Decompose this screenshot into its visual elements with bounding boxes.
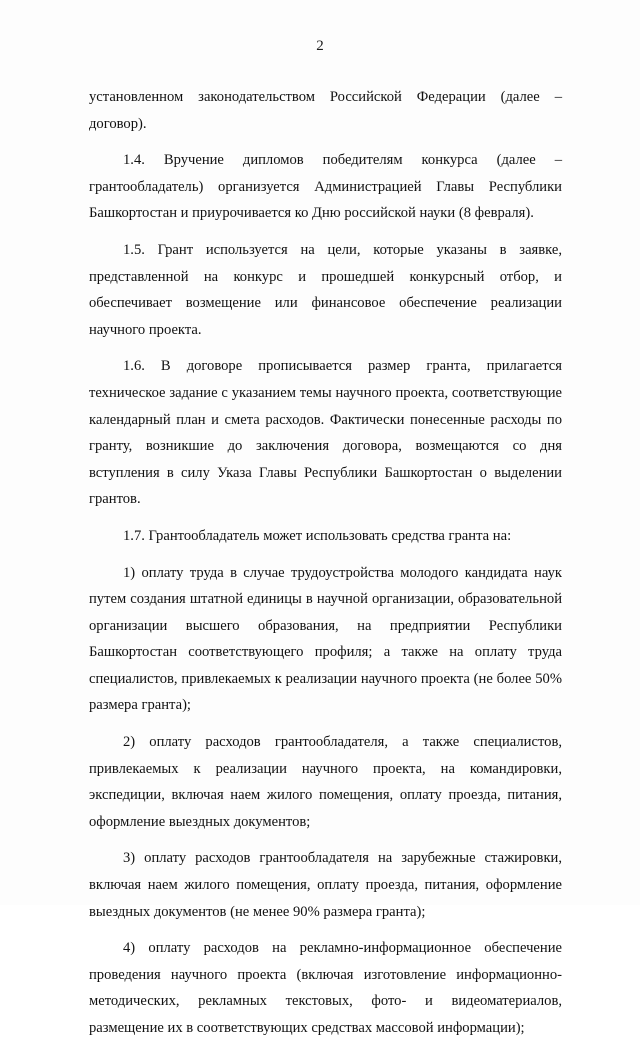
- page-number: 2: [316, 38, 324, 54]
- paragraph-1-4: 1.4. Вручение дипломов победителям конкурса (далее – грантообладатель) организуется Администрацией Главы Республики Башкортостан и приурочивается ко Дню российской науки (8 февраля).: [89, 152, 562, 222]
- list-item-4: 4) оплату расходов на рекламно-информационное обеспечение проведения научного проекта (включая изготовление информационно-методических, рекламных текстовых, фото- и видеоматериалов, размещение их в соответствующих средствах массовой информации);: [89, 940, 562, 1036]
- list-item-2: 2) оплату расходов грантообладателя, а также специалистов, привлекаемых к реализации научного проекта, на командировки, экспедиции, включая наем жилого помещения, оплату проезда, питания, оформление выездных документов;: [89, 734, 562, 830]
- paragraph-1-5: 1.5. Грант используется на цели, которые указаны в заявке, представленной на конкурс и прошедшей конкурсный отбор, и обеспечивает возмещение или финансовое обеспечение реализации научного проекта.: [89, 241, 562, 338]
- paragraph-1-6: 1.6. В договоре прописывается размер гранта, прилагается техническое задание с указанием темы научного проекта, соответствующие календарный план и смета расходов. Фактически понесенные расходы по гранту, возникшие до заключения договора, возмещаются со дня вступления в силу Указа Главы Республики Башкортостан о выделении грантов.: [89, 358, 562, 508]
- list-item-1: 1) оплату труда в случае трудоустройства молодого кандидата наук путем создания штатной единицы в научной организации, образовательной организации высшего образования, на предприятии Республики Башкортостан соответствующего профиля; а также на оплату труда специалистов, привлекаемых к реализации научного проекта (не более 50% размера гранта);: [89, 564, 562, 714]
- document-body: [89, 84, 562, 1042]
- paragraph-continuation: установленном законодательством Российской Федерации (далее – договор).: [89, 89, 562, 132]
- list-item-3: 3) оплату расходов грантообладателя на зарубежные стажировки, включая наем жилого помещения, оплату проезда, питания, оформление выездных документов (не менее 90% размера гранта);: [89, 850, 562, 920]
- paragraph-1-7: 1.7. Грантообладатель может использовать средства гранта на:: [123, 527, 512, 544]
